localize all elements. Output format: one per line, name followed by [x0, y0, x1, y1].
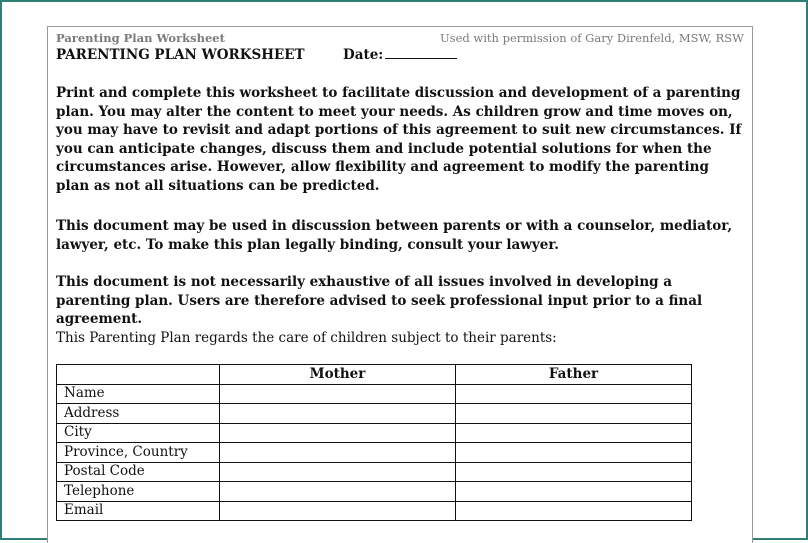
- date-blank-line[interactable]: [385, 47, 457, 59]
- father-input-cell[interactable]: [456, 423, 692, 443]
- header-cell-mother: Mother: [220, 365, 456, 385]
- table-row: [57, 501, 692, 521]
- row-label: Address: [57, 404, 220, 424]
- running-header-credit: Used with permission of Gary Direnfeld, MSW, RSW: [439, 31, 744, 45]
- table-header-row: [57, 365, 692, 385]
- running-header-title: Parenting Plan Worksheet: [56, 31, 225, 45]
- row-label: Postal Code: [57, 462, 220, 482]
- worksheet-title: PARENTING PLAN WORKSHEET: [56, 47, 305, 63]
- usage-paragraph: This document may be used in discussion between parents or with a counselor, mediator, lawyer, etc. To make this plan legally binding, consult your lawyer.: [56, 218, 733, 253]
- date-field: [343, 47, 457, 63]
- table-row: [57, 443, 692, 463]
- row-label: Email: [57, 501, 220, 521]
- row-label: Name: [57, 384, 220, 404]
- parents-info-table: [56, 364, 692, 521]
- table-row: [57, 482, 692, 502]
- row-label: Province, Country: [57, 443, 220, 463]
- disclaimer-paragraph: This document is not necessarily exhaustive of all issues involved in developing a parenting plan. Users are therefore advised to seek professional input prior to a final agreement.: [56, 274, 703, 328]
- mother-input-cell[interactable]: [220, 423, 456, 443]
- mother-input-cell[interactable]: [220, 462, 456, 482]
- intro-paragraph: Print and complete this worksheet to facilitate discussion and development of a parenting plan. You may alter the content to meet your needs. As children grow and time moves on, you may have to revisit and adapt portions of this agreement to suit new circumstances. If you can anticipate changes, discuss them and include potential solutions for when the circumstances arise. However, allow flexibility and agreement to modify the parenting plan as not all situations can be predicted.: [56, 85, 742, 194]
- header-cell-father: Father: [456, 365, 692, 385]
- document-page: [47, 26, 753, 543]
- father-input-cell[interactable]: [456, 404, 692, 424]
- table-row: [57, 462, 692, 482]
- mother-input-cell[interactable]: [220, 384, 456, 404]
- father-input-cell[interactable]: [456, 501, 692, 521]
- date-label: Date:: [343, 47, 384, 63]
- mother-input-cell[interactable]: [220, 404, 456, 424]
- father-input-cell[interactable]: [456, 462, 692, 482]
- header-cell-empty: [57, 365, 220, 385]
- row-label: Telephone: [57, 482, 220, 502]
- table-row: [57, 404, 692, 424]
- table-row: [57, 423, 692, 443]
- mother-input-cell[interactable]: [220, 501, 456, 521]
- regards-paragraph: This Parenting Plan regards the care of children subject to their parents:: [56, 330, 557, 346]
- father-input-cell[interactable]: [456, 443, 692, 463]
- table-row: [57, 384, 692, 404]
- mother-input-cell[interactable]: [220, 443, 456, 463]
- row-label: City: [57, 423, 220, 443]
- father-input-cell[interactable]: [456, 384, 692, 404]
- mother-input-cell[interactable]: [220, 482, 456, 502]
- father-input-cell[interactable]: [456, 482, 692, 502]
- title-row: [56, 47, 746, 63]
